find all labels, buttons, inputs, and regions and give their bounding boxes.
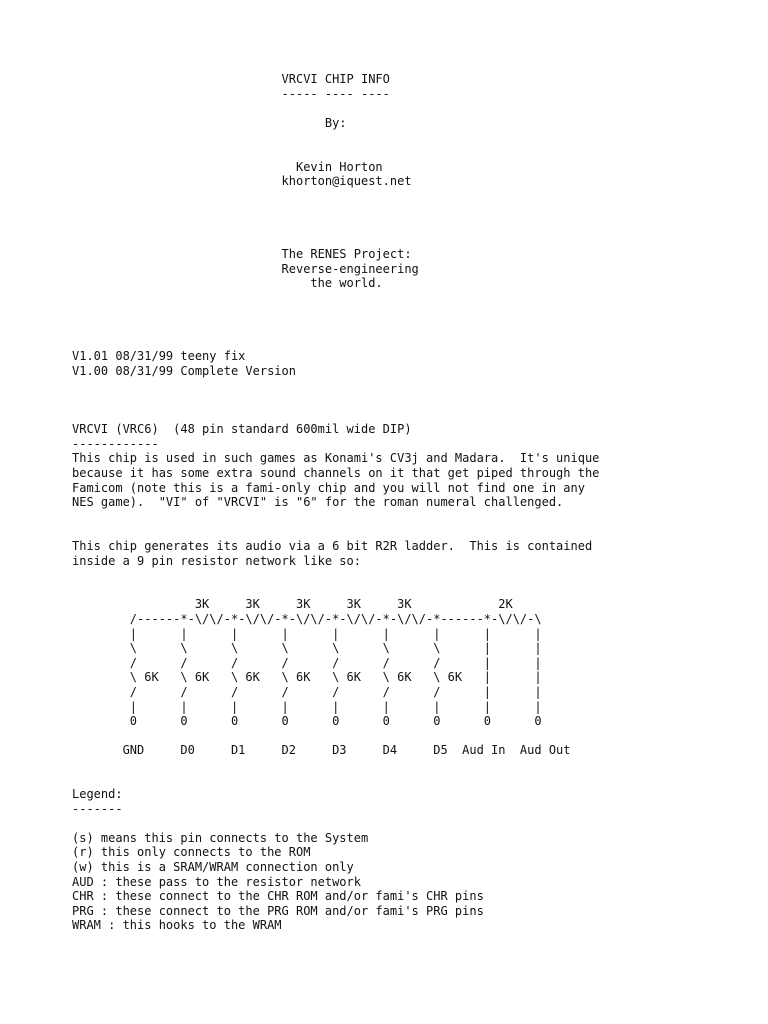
paragraph-line: because it has some extra sound channels on it that get piped through the <box>72 466 600 481</box>
diagram-line: \ 6K \ 6K \ 6K \ 6K \ 6K \ 6K \ 6K | | <box>72 670 542 685</box>
diagram-line: | | | | | | | | | <box>72 626 542 641</box>
author-name: Kevin Horton <box>72 159 383 174</box>
legend-item: (r) this only connects to the ROM <box>72 845 311 860</box>
project-line-2: Reverse-engineering <box>72 261 419 276</box>
legend-item: PRG : these connect to the PRG ROM and/or fami's PRG pins <box>72 903 484 918</box>
legend-heading-rule: ------- <box>72 801 123 816</box>
project-line-3: the world. <box>72 276 383 291</box>
paragraph-line: inside a 9 pin resistor network like so: <box>72 553 361 568</box>
legend-item: (s) means this pin connects to the System <box>72 830 369 845</box>
paragraph-line: NES game). "VI" of "VRCVI" is "6" for the roman numeral challenged. <box>72 495 564 510</box>
paragraph-line: This chip is used in such games as Konami's CV3j and Madara. It's unique <box>72 451 600 466</box>
diagram-pin-labels: GND D0 D1 D2 D3 D4 D5 Aud In Aud Out <box>72 743 571 758</box>
diagram-line: 3K 3K 3K 3K 3K 2K <box>72 597 513 612</box>
diagram-line: / / / / / / / | | <box>72 655 542 670</box>
byline-label: By: <box>72 115 347 130</box>
doc-title-rule: ----- ---- ---- <box>72 86 390 101</box>
section-heading: VRCVI (VRC6) (48 pin standard 600mil wide DIP) <box>72 422 412 437</box>
legend-item: (w) this is a SRAM/WRAM connection only <box>72 860 354 875</box>
project-line-1: The RENES Project: <box>72 247 412 262</box>
paragraph-line: This chip generates its audio via a 6 bit R2R ladder. This is contained <box>72 539 593 553</box>
diagram-line: \ \ \ \ \ \ \ | | <box>72 641 542 656</box>
legend-heading: Legend: <box>72 787 123 802</box>
version-entry: V1.01 08/31/99 teeny fix <box>72 349 246 364</box>
legend-item: CHR : these connect to the CHR ROM and/or fami's CHR pins <box>72 889 484 904</box>
doc-title: VRCVI CHIP INFO <box>72 72 390 86</box>
section-heading-rule: ------------ <box>72 436 159 451</box>
legend-item: WRAM : this hooks to the WRAM <box>72 918 282 933</box>
diagram-line: | | | | | | | | | <box>72 699 542 714</box>
paragraph-line: Famicom (note this is a fami-only chip and you will not find one in any <box>72 480 585 495</box>
diagram-line: / / / / / / / | | <box>72 684 542 699</box>
author-email: khorton@iquest.net <box>72 174 412 189</box>
document-text <box>72 72 599 933</box>
legend-item: AUD : these pass to the resistor network <box>72 874 361 889</box>
diagram-line: 0 0 0 0 0 0 0 0 0 <box>72 714 542 729</box>
diagram-line: /------*-\/\/-*-\/\/-*-\/\/-*-\/\/-*-\/\/-*------*-\/\/-\ <box>72 611 542 626</box>
version-entry: V1.00 08/31/99 Complete Version <box>72 363 296 378</box>
